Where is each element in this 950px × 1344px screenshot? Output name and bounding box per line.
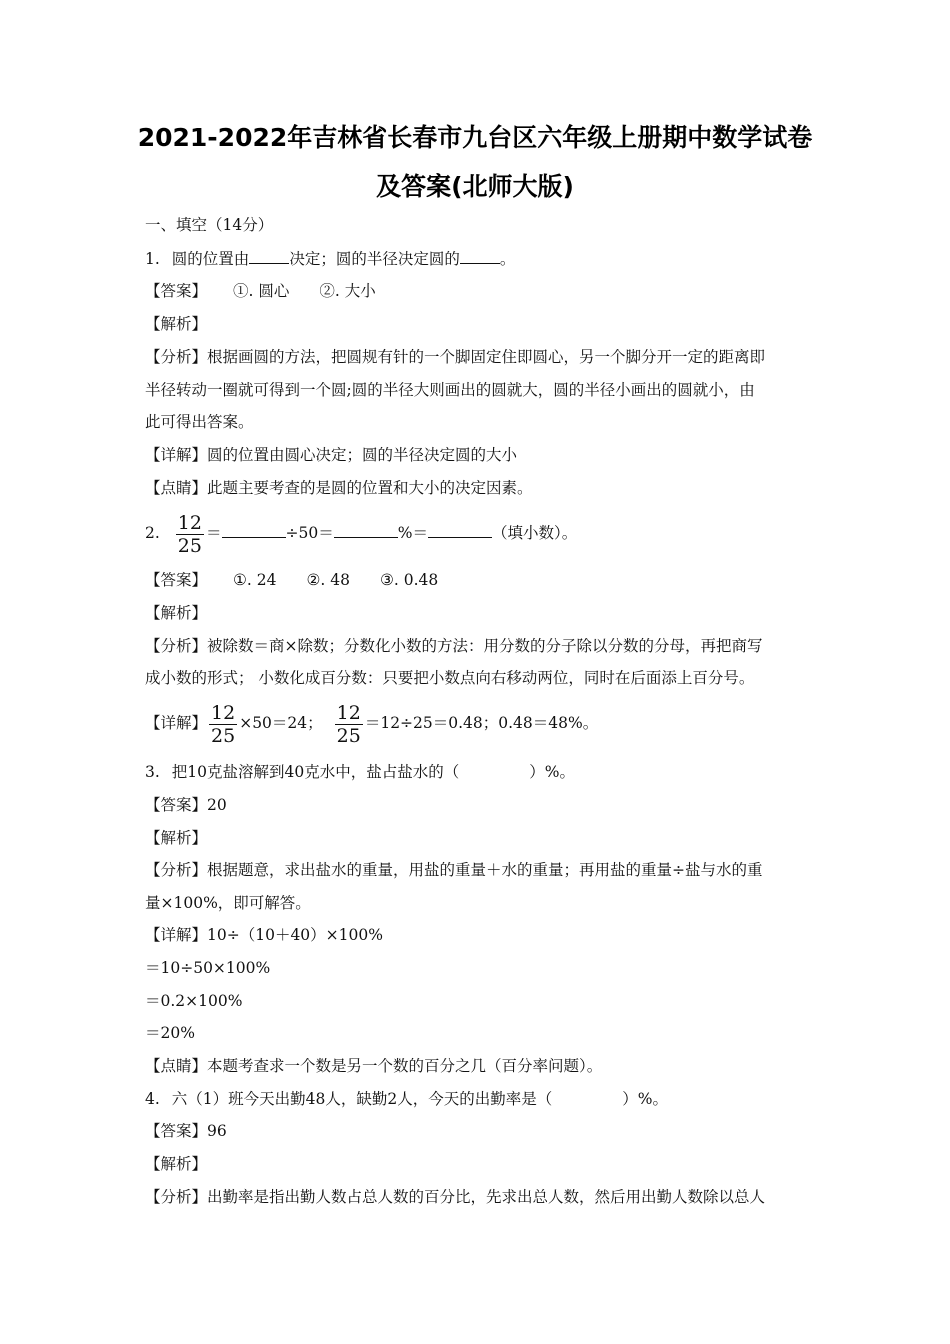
question-number: 3. — [145, 763, 160, 781]
question-3: 3. 把10克盐溶解到40克水中，盐占盐水的（ ）%。 — [145, 763, 575, 781]
answer-blank — [428, 522, 492, 538]
analysis-text: 【分析】根据题意，求出盐水的重量，用盐的重量＋水的重量；再用盐的重量÷盐与水的重 — [145, 861, 763, 879]
section-heading: 一、填空（14分） — [145, 216, 274, 234]
question-number: 4. — [145, 1090, 160, 1108]
analysis-text: 【分析】被除数＝商×除数；分数化小数的方法：用分数的分子除以分数的分母，再把商写 — [145, 637, 763, 655]
detail-text: 【详解】 $\frac{12}{25}$ ×50＝24； $\frac{12}{25}$ ＝12÷25＝0.48；0.48＝48%。 — [145, 701, 599, 747]
analysis-label: 【解析】 — [145, 604, 208, 622]
fraction: $\frac{12}{25}$ — [211, 701, 236, 747]
answer-row: 【答案】 ①. 24 ②. 48 ③. 0.48 — [145, 571, 439, 589]
remark-text: 【点睛】此题主要考查的是圆的位置和大小的决定因素。 — [145, 479, 533, 497]
detail-text: ＝10÷50×100% — [145, 959, 271, 977]
analysis-text: 【分析】根据画圆的方法，把圆规有针的一个脚固定住即圆心，另一个脚分开一定的距离即 — [145, 348, 766, 366]
question-4: 4. 六（1）班今天出勤48人，缺勤2人，今天的出勤率是（ ）%。 — [145, 1090, 668, 1108]
detail-text: 【详解】圆的位置由圆心决定；圆的半径决定圆的大小 — [145, 446, 518, 464]
answer-row: 【答案】96 — [145, 1122, 227, 1140]
answer-blank — [249, 248, 289, 264]
analysis-text: 成小数的形式； 小数化成百分数：只要把小数点向右移动两位，同时在后面添上百分号。 — [145, 669, 755, 687]
remark-text: 【点睛】本题考查求一个数是另一个数的百分之几（百分率问题）。 — [145, 1057, 603, 1075]
answer-blank — [334, 522, 398, 538]
answer-blank — [460, 248, 500, 264]
detail-text: 【详解】10÷（10＋40）×100% — [145, 926, 383, 944]
question-2: 2. $\frac{12}{25}$ ＝ ÷50＝ %＝ （填小数）。 — [145, 511, 578, 557]
analysis-label: 【解析】 — [145, 1155, 208, 1173]
question-number: 1. — [145, 250, 160, 268]
question-number: 2. — [145, 524, 160, 542]
analysis-label: 【解析】 — [145, 315, 208, 333]
analysis-text: 量×100%，即可解答。 — [145, 894, 311, 912]
analysis-label: 【解析】 — [145, 829, 208, 847]
fraction: $\frac{12}{25}$ — [177, 511, 202, 557]
answer-row: 【答案】 ①. 圆心 ②. 大小 — [145, 282, 376, 300]
detail-text: ＝0.2×100% — [145, 992, 243, 1010]
analysis-text: 半径转动一圈就可得到一个圆;圆的半径大则画出的圆就大，圆的半径小画出的圆就小，由 — [145, 381, 755, 399]
question-1: 1. 圆的位置由 决定；圆的半径决定圆的 。 — [145, 250, 516, 268]
detail-text: ＝20% — [145, 1024, 195, 1042]
fraction: $\frac{12}{25}$ — [336, 701, 361, 747]
document-title-line1: 2021-2022年吉林省长春市九台区六年级上册期中数学试卷 — [137, 123, 813, 152]
document-title-line2: 及答案(北师大版) — [376, 172, 574, 201]
answer-blank — [222, 522, 286, 538]
answer-row: 【答案】20 — [145, 796, 227, 814]
analysis-text: 此可得出答案。 — [145, 413, 254, 431]
analysis-text: 【分析】出勤率是指出勤人数占总人数的百分比，先求出总人数，然后用出勤人数除以总人 — [145, 1188, 766, 1206]
